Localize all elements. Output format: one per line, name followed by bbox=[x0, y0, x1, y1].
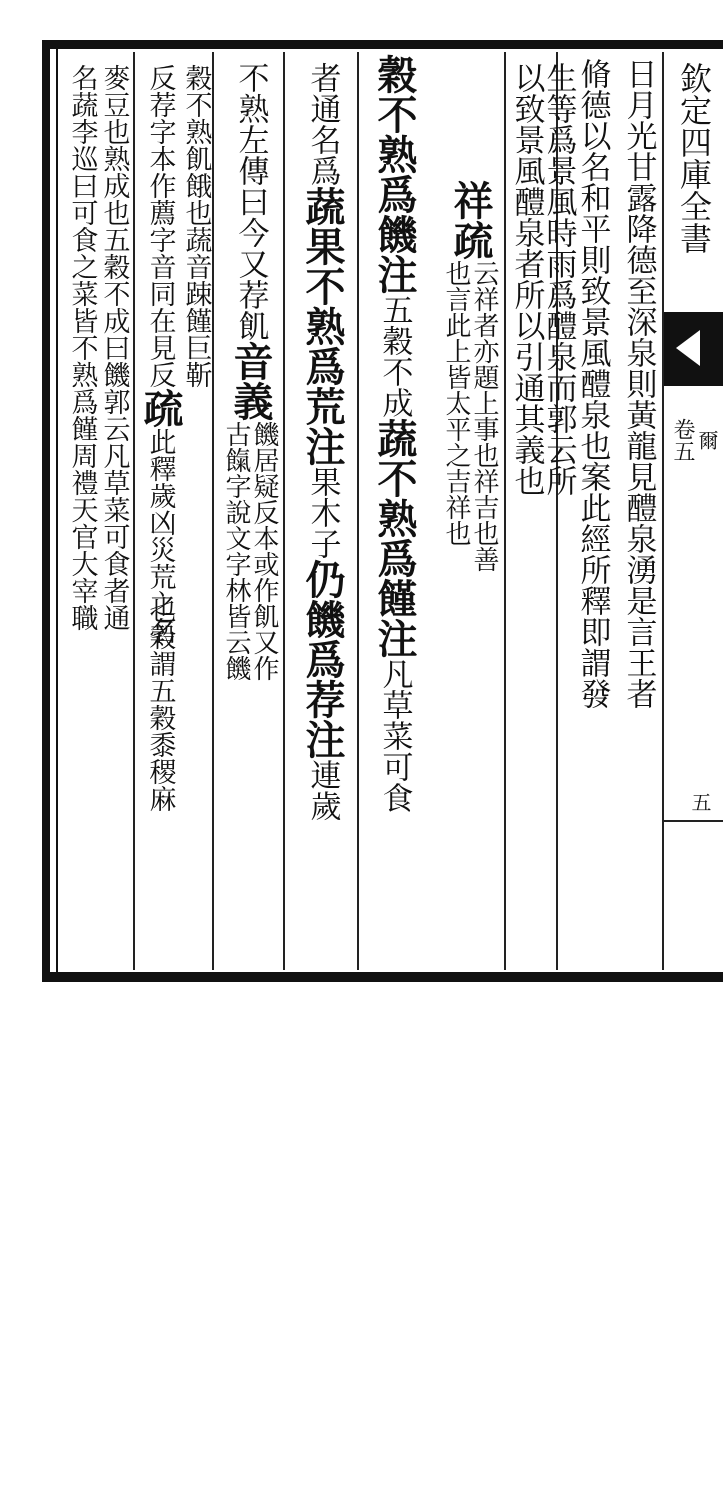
text-column-11 bbox=[134, 596, 186, 1508]
frame-border-top bbox=[42, 40, 723, 49]
commentary-text-segment: 名蔬李巡曰可食之菜皆不熟爲饉周禮天官大宰職 bbox=[66, 64, 98, 631]
main-text-segment: 果不熟爲荒 bbox=[299, 226, 346, 426]
commentary-text-segment: 此釋歲凶災荒之名 bbox=[144, 428, 176, 644]
commentary-text-segment: 反荐字本作薦字音同在見反 bbox=[144, 64, 176, 388]
column-rule bbox=[357, 52, 359, 970]
main-text-segment: 蔬不熟爲饉 bbox=[371, 418, 418, 618]
main-text-segment: 音義 bbox=[227, 341, 274, 421]
main-text-segment: 注 bbox=[371, 618, 418, 658]
commentary-text-segment: 者通名爲 bbox=[304, 62, 341, 186]
commentary-text-segment: 穀不熟飢餓也蔬音踈饉巨靳 bbox=[180, 64, 212, 388]
side-mark: 爾 bbox=[695, 430, 719, 450]
text-column-13 bbox=[56, 64, 108, 976]
text-column-1 bbox=[612, 58, 664, 970]
annotation-pair bbox=[443, 260, 497, 572]
commentary-text-segment: 生等爲景風時雨爲醴泉而郭云所 bbox=[540, 62, 577, 496]
commentary-text-segment: 五穀不成 bbox=[376, 294, 413, 418]
header-title-column bbox=[666, 62, 722, 974]
text-column-8 bbox=[218, 62, 282, 974]
commentary-text-segment: 日月光甘露降德至深泉則黃龍見醴泉湧是言王者 bbox=[620, 58, 657, 709]
commentary-text-segment: 脩德以名和平則致景風醴泉也案此經所釋即謂發 bbox=[574, 58, 611, 709]
commentary-text-segment: 也穀謂五穀黍稷麻 bbox=[144, 596, 176, 812]
annotation-right-line: 饑居疑反本或作飢又作 bbox=[249, 421, 279, 681]
bottom-mark-column bbox=[680, 792, 720, 822]
bottom-mark: 五 bbox=[688, 792, 712, 812]
commentary-text-segment: 凡草菜可食 bbox=[376, 658, 413, 813]
main-text-segment: 疏 bbox=[137, 388, 184, 428]
text-column-5 bbox=[438, 180, 502, 1092]
header-title: 欽定四庫全書 bbox=[675, 62, 713, 254]
main-text-segment: 注 bbox=[371, 254, 418, 294]
annotation-pair bbox=[223, 421, 277, 681]
text-column-4 bbox=[500, 62, 552, 974]
commentary-text-segment: 麥豆也熟成也五穀不成曰饑郭云凡草菜可食者通 bbox=[98, 64, 130, 631]
main-text-segment: 穀不熟爲饑 bbox=[371, 54, 418, 254]
annotation-left-line: 也言此上皆太平之吉祥也 bbox=[441, 260, 471, 546]
main-text-segment: 仍饑爲荐 bbox=[299, 559, 346, 719]
text-column-7 bbox=[296, 62, 348, 974]
main-text-segment: 疏 bbox=[447, 220, 494, 260]
commentary-text-segment: 以致景風醴泉者所以引通其義也 bbox=[508, 62, 545, 496]
main-text-segment: 注 bbox=[299, 719, 346, 759]
main-text-segment: 蔬 bbox=[299, 186, 346, 226]
juan-label: 卷五 bbox=[670, 418, 695, 462]
annotation-left-line: 古餼字說文字林皆云饑 bbox=[221, 421, 251, 681]
column-rule bbox=[283, 52, 285, 970]
fish-tail-notch bbox=[676, 330, 700, 366]
commentary-text-segment: 連歲 bbox=[304, 759, 341, 821]
main-text-segment: 祥 bbox=[447, 180, 494, 220]
side-mark-column bbox=[692, 430, 722, 470]
commentary-text-segment: 果木子 bbox=[304, 466, 341, 559]
commentary-text-segment: 不熟左傳曰今又荐飢 bbox=[232, 62, 269, 341]
frame-border-left bbox=[42, 40, 50, 982]
main-text-segment: 注 bbox=[299, 426, 346, 466]
annotation-right-line: 云祥者亦題上事也祥吉也善 bbox=[469, 260, 499, 572]
text-column-6 bbox=[368, 54, 420, 966]
